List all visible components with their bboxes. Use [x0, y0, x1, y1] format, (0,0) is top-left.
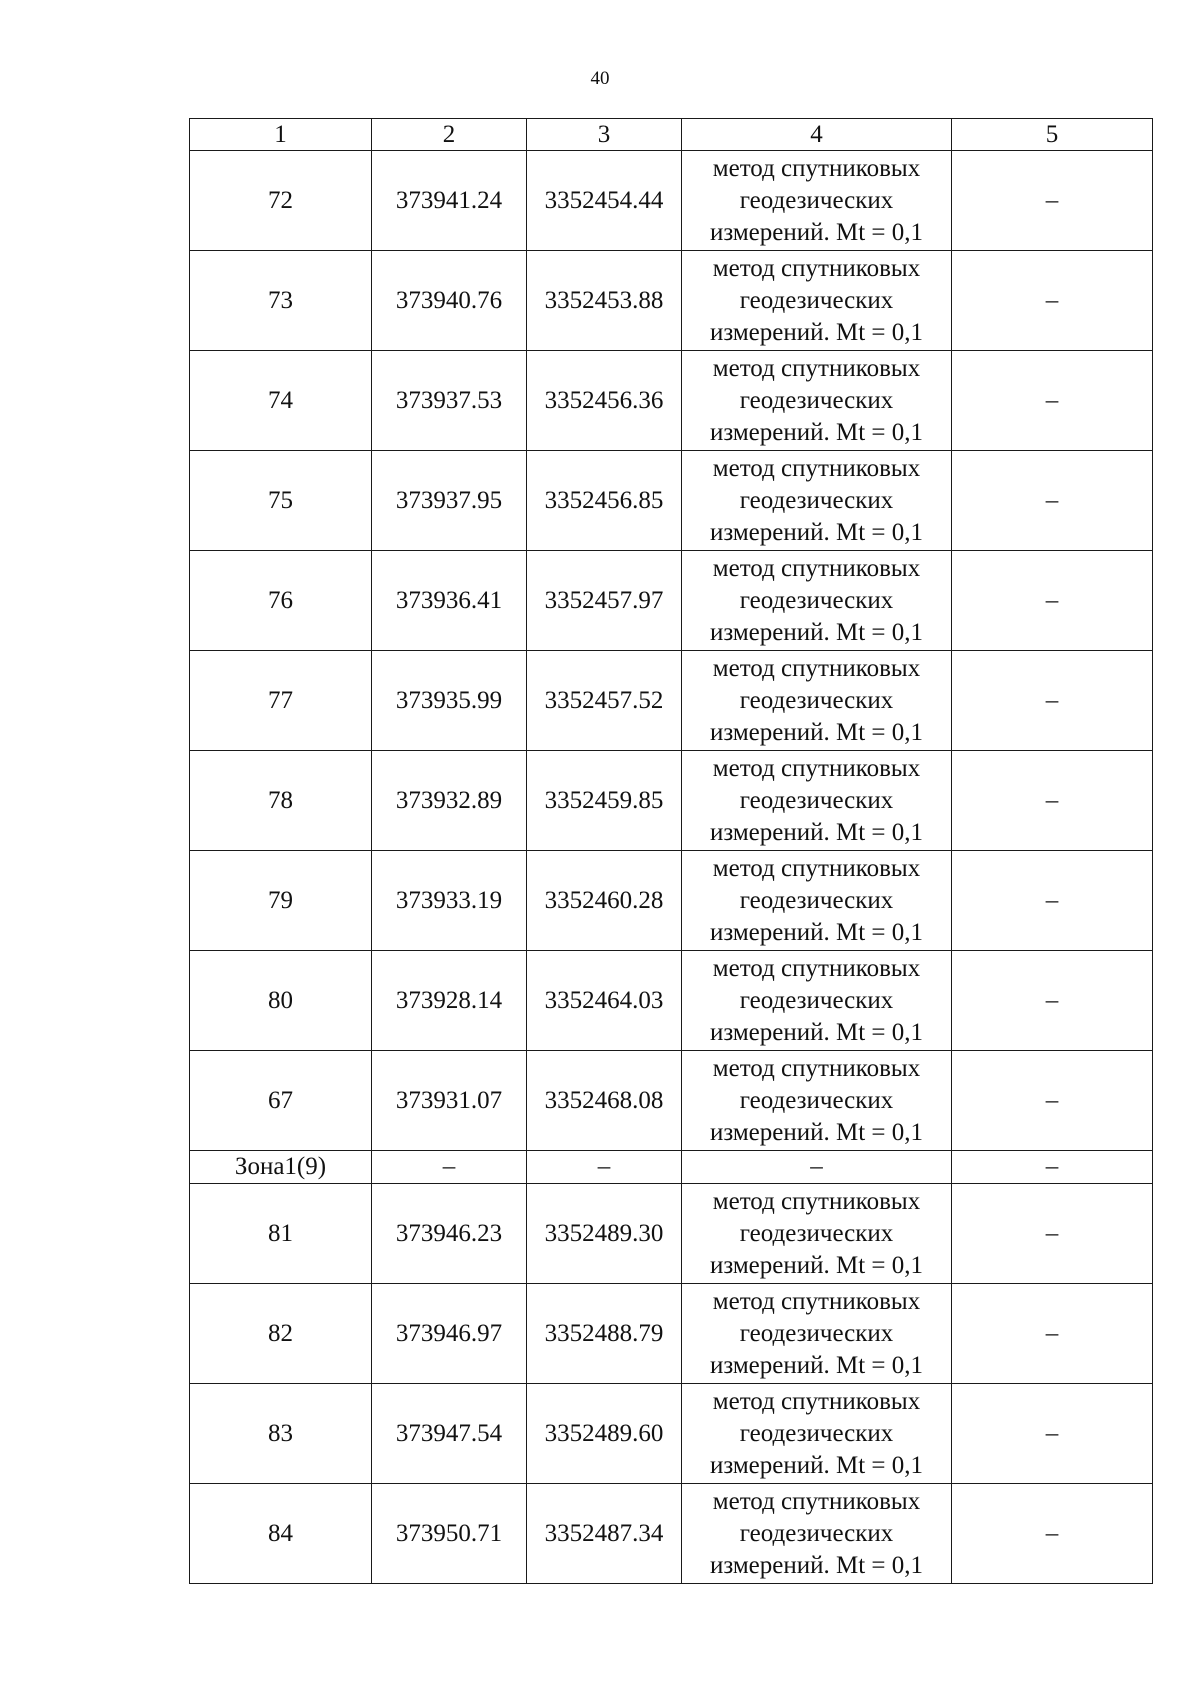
zone-dash-cell: –: [372, 1151, 527, 1184]
column-header: 5: [952, 119, 1153, 151]
x-coordinate-cell: 373950.71: [372, 1484, 527, 1584]
table-row: [190, 751, 1153, 851]
method-text-line: измерений. Mt = 0,1: [709, 818, 924, 846]
method-text-line: метод спутниковых: [712, 454, 921, 482]
point-number-cell: 83: [190, 1384, 372, 1484]
point-number-cell: 67: [190, 1051, 372, 1151]
point-number-cell: 73: [190, 251, 372, 351]
y-coordinate-cell: 3352457.52: [527, 651, 682, 751]
x-coordinate-cell: 373931.07: [372, 1051, 527, 1151]
method-cell: [682, 251, 952, 351]
method-cell: [682, 751, 952, 851]
table-row: [190, 1384, 1153, 1484]
method-text-line: метод спутниковых: [712, 854, 921, 882]
y-coordinate-cell: 3352459.85: [527, 751, 682, 851]
method-text-line: метод спутниковых: [712, 1387, 921, 1415]
table-row: [190, 251, 1153, 351]
method-text-line: метод спутниковых: [712, 354, 921, 382]
point-number-cell: 82: [190, 1284, 372, 1384]
method-cell: [682, 1051, 952, 1151]
method-cell: [682, 1184, 952, 1284]
method-text-line: геодезических: [739, 686, 894, 714]
x-coordinate-cell: 373940.76: [372, 251, 527, 351]
page-number: 40: [590, 68, 610, 89]
table-row: [190, 1051, 1153, 1151]
method-cell: [682, 1384, 952, 1484]
method-text-line: метод спутниковых: [712, 154, 921, 182]
point-number-cell: 74: [190, 351, 372, 451]
point-number-cell: 81: [190, 1184, 372, 1284]
x-coordinate-cell: 373946.97: [372, 1284, 527, 1384]
method-text-line: измерений. Mt = 0,1: [709, 1351, 924, 1379]
table-row: [190, 1184, 1153, 1284]
point-number-cell: 75: [190, 451, 372, 551]
method-text-line: геодезических: [739, 286, 894, 314]
zone-label: Зона1(9): [190, 1151, 372, 1184]
point-number-cell: 79: [190, 851, 372, 951]
method-text-line: измерений. Mt = 0,1: [709, 1018, 924, 1046]
y-coordinate-cell: 3352453.88: [527, 251, 682, 351]
column-header: 4: [682, 119, 952, 151]
x-coordinate-cell: 373933.19: [372, 851, 527, 951]
x-coordinate-cell: 373937.53: [372, 351, 527, 451]
table-row: [190, 851, 1153, 951]
x-coordinate-cell: 373947.54: [372, 1384, 527, 1484]
column-header: 1: [190, 119, 372, 151]
note-cell: –: [952, 451, 1153, 551]
table-row: [190, 151, 1153, 251]
method-cell: [682, 851, 952, 951]
note-cell: –: [952, 251, 1153, 351]
zone-dash-cell: –: [527, 1151, 682, 1184]
note-cell: –: [952, 951, 1153, 1051]
point-number-cell: 84: [190, 1484, 372, 1584]
table-row: [190, 451, 1153, 551]
method-text-line: измерений. Mt = 0,1: [709, 1251, 924, 1279]
point-number-cell: 76: [190, 551, 372, 651]
point-number-cell: 80: [190, 951, 372, 1051]
table-row: [190, 651, 1153, 751]
method-text-line: геодезических: [739, 1319, 894, 1347]
table-row: [190, 1284, 1153, 1384]
y-coordinate-cell: 3352489.30: [527, 1184, 682, 1284]
method-text-line: геодезических: [739, 586, 894, 614]
column-header: 2: [372, 119, 527, 151]
method-text-line: метод спутниковых: [712, 1487, 921, 1515]
note-cell: –: [952, 1484, 1153, 1584]
method-text-line: геодезических: [739, 386, 894, 414]
table-body: [190, 119, 1153, 1584]
x-coordinate-cell: 373937.95: [372, 451, 527, 551]
point-number-cell: 77: [190, 651, 372, 751]
zone-dash-cell: –: [682, 1151, 952, 1184]
x-coordinate-cell: 373935.99: [372, 651, 527, 751]
method-cell: [682, 151, 952, 251]
method-text-line: метод спутниковых: [712, 654, 921, 682]
note-cell: –: [952, 1184, 1153, 1284]
note-cell: –: [952, 1384, 1153, 1484]
note-cell: –: [952, 651, 1153, 751]
method-text-line: измерений. Mt = 0,1: [709, 618, 924, 646]
method-text-line: геодезических: [739, 1519, 894, 1547]
y-coordinate-cell: 3352489.60: [527, 1384, 682, 1484]
method-text-line: метод спутниковых: [712, 1287, 921, 1315]
point-number-cell: 72: [190, 151, 372, 251]
method-cell: [682, 951, 952, 1051]
method-cell: [682, 451, 952, 551]
zone-dash-cell: –: [952, 1151, 1153, 1184]
method-text-line: геодезических: [739, 486, 894, 514]
method-text-line: метод спутниковых: [712, 1187, 921, 1215]
method-text-line: измерений. Mt = 0,1: [709, 918, 924, 946]
table-row: [190, 951, 1153, 1051]
table-row: [190, 351, 1153, 451]
method-text-line: метод спутниковых: [712, 754, 921, 782]
method-text-line: геодезических: [739, 986, 894, 1014]
method-text-line: измерений. Mt = 0,1: [709, 318, 924, 346]
column-header: 3: [527, 119, 682, 151]
method-cell: [682, 1284, 952, 1384]
column-number-row: [190, 119, 1153, 151]
note-cell: –: [952, 551, 1153, 651]
y-coordinate-cell: 3352460.28: [527, 851, 682, 951]
method-text-line: метод спутниковых: [712, 554, 921, 582]
method-text-line: метод спутниковых: [712, 254, 921, 282]
method-cell: [682, 1484, 952, 1584]
y-coordinate-cell: 3352456.85: [527, 451, 682, 551]
x-coordinate-cell: 373928.14: [372, 951, 527, 1051]
y-coordinate-cell: 3352457.97: [527, 551, 682, 651]
coordinates-table: [189, 118, 1153, 1584]
method-text-line: измерений. Mt = 0,1: [709, 1451, 924, 1479]
y-coordinate-cell: 3352487.34: [527, 1484, 682, 1584]
method-cell: [682, 651, 952, 751]
method-text-line: измерений. Mt = 0,1: [709, 1551, 924, 1579]
method-text-line: геодезических: [739, 1219, 894, 1247]
method-text-line: метод спутниковых: [712, 954, 921, 982]
method-cell: [682, 551, 952, 651]
x-coordinate-cell: 373932.89: [372, 751, 527, 851]
method-text-line: измерений. Mt = 0,1: [709, 1118, 924, 1146]
note-cell: –: [952, 151, 1153, 251]
table-row: [190, 551, 1153, 651]
method-text-line: измерений. Mt = 0,1: [709, 418, 924, 446]
note-cell: –: [952, 351, 1153, 451]
method-text-line: геодезических: [739, 886, 894, 914]
note-cell: –: [952, 851, 1153, 951]
x-coordinate-cell: 373936.41: [372, 551, 527, 651]
note-cell: –: [952, 1051, 1153, 1151]
zone-row: [190, 1151, 1153, 1184]
y-coordinate-cell: 3352454.44: [527, 151, 682, 251]
y-coordinate-cell: 3352488.79: [527, 1284, 682, 1384]
method-text-line: геодезических: [739, 1086, 894, 1114]
method-text-line: геодезических: [739, 186, 894, 214]
method-text-line: измерений. Mt = 0,1: [709, 218, 924, 246]
point-number-cell: 78: [190, 751, 372, 851]
note-cell: –: [952, 1284, 1153, 1384]
method-cell: [682, 351, 952, 451]
y-coordinate-cell: 3352456.36: [527, 351, 682, 451]
y-coordinate-cell: 3352468.08: [527, 1051, 682, 1151]
method-text-line: геодезических: [739, 1419, 894, 1447]
method-text-line: измерений. Mt = 0,1: [709, 518, 924, 546]
y-coordinate-cell: 3352464.03: [527, 951, 682, 1051]
x-coordinate-cell: 373946.23: [372, 1184, 527, 1284]
note-cell: –: [952, 751, 1153, 851]
method-text-line: геодезических: [739, 786, 894, 814]
method-text-line: измерений. Mt = 0,1: [709, 718, 924, 746]
x-coordinate-cell: 373941.24: [372, 151, 527, 251]
table-row: [190, 1484, 1153, 1584]
method-text-line: метод спутниковых: [712, 1054, 921, 1082]
